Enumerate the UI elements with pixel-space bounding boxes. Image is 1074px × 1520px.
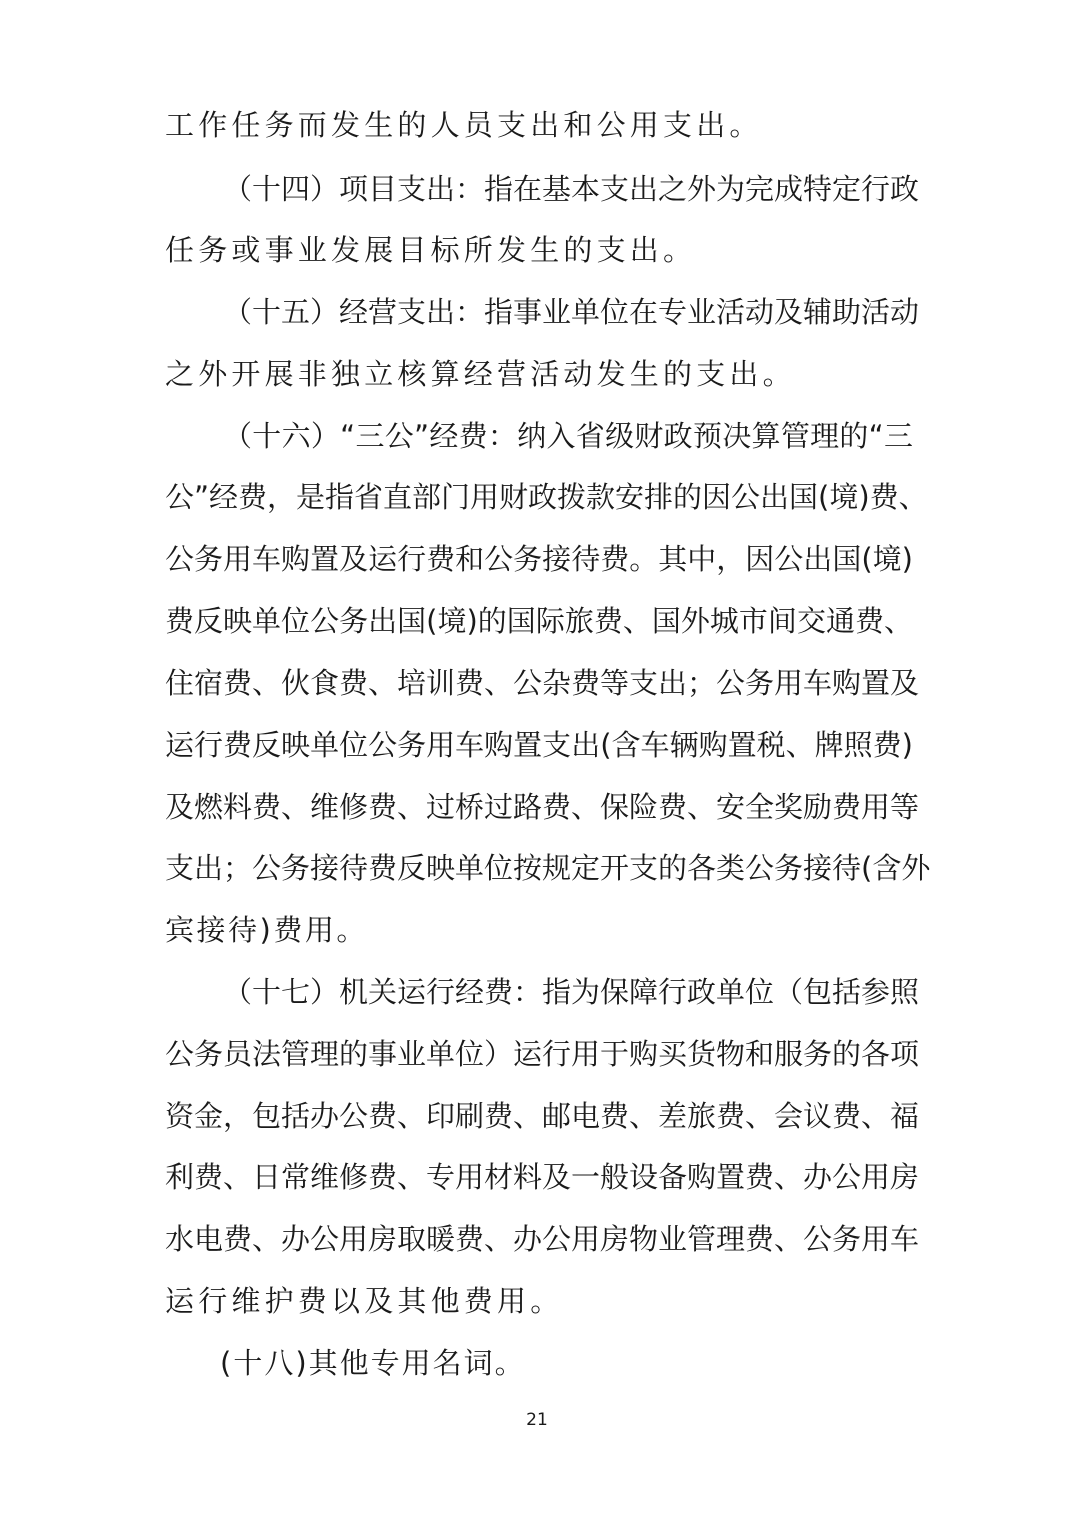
text-line: 资金，包括办公费、印刷费、邮电费、差旅费、会议费、福 [165, 1099, 920, 1133]
text-line: 公务员法管理的事业单位）运行用于购买货物和服务的各项 [165, 1037, 920, 1071]
page-number: 21 [526, 1410, 548, 1430]
text-line: 宾接待)费用。 [165, 913, 368, 947]
paragraph-18: (十八)其他专用名词。 [220, 1346, 526, 1380]
text-line: 之外开展非独立核算经营活动发生的支出。 [165, 357, 796, 391]
text-line: 运行维护费以及其他费用。 [165, 1284, 564, 1318]
text-line: 公务用车购置及运行费和公务接待费。其中，因公出国(境) [165, 542, 913, 576]
text-line: 利费、日常维修费、专用材料及一般设备购置费、办公用房 [165, 1160, 920, 1194]
text-line: 支出；公务接待费反映单位按规定开支的各类公务接待(含外 [165, 851, 931, 885]
text-line: 公”经费，是指省直部门用财政拨款安排的因公出国(境)费、 [165, 480, 928, 514]
text-line: 住宿费、伙食费、培训费、公杂费等支出；公务用车购置及 [165, 666, 920, 700]
text-line: 费反映单位公务出国(境)的国际旅费、国外城市间交通费、 [165, 604, 913, 638]
paragraph-14-start: （十四）项目支出：指在基本支出之外为完成特定行政 [223, 172, 920, 206]
text-line: 运行费反映单位公务用车购置支出(含车辆购置税、牌照费) [165, 728, 913, 762]
text-line: 水电费、办公用房取暖费、办公用房物业管理费、公务用车 [165, 1222, 920, 1256]
paragraph-17-start: （十七）机关运行经费：指为保障行政单位（包括参照 [223, 975, 920, 1009]
paragraph-15-start: （十五）经营支出：指事业单位在专业活动及辅助活动 [223, 295, 920, 329]
paragraph-16-start: （十六）“三公”经费：纳入省级财政预决算管理的“三 [223, 419, 913, 453]
text-line: 工作任务而发生的人员支出和公用支出。 [165, 108, 763, 142]
text-line: 及燃料费、维修费、过桥过路费、保险费、安全奖励费用等 [165, 790, 920, 824]
text-line: 任务或事业发展目标所发生的支出。 [165, 233, 697, 267]
